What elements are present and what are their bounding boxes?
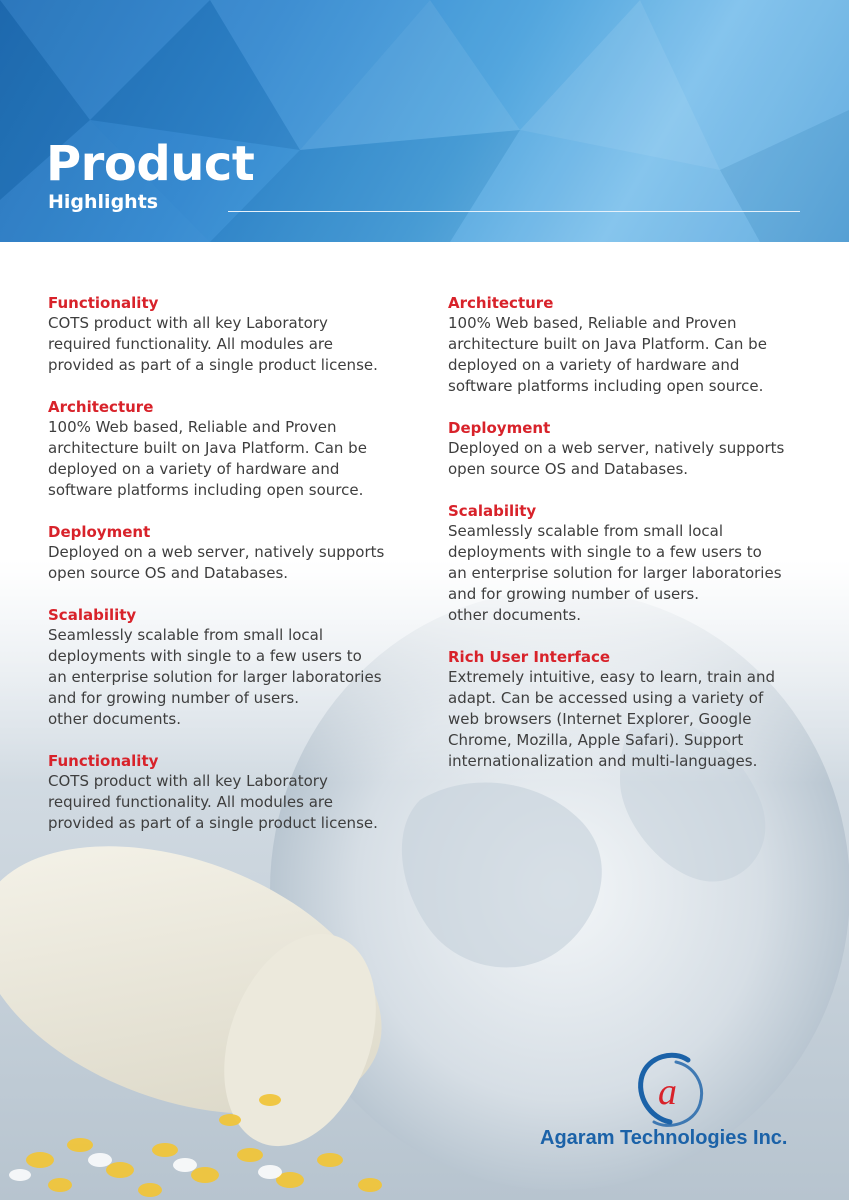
section-heading: Functionality bbox=[48, 752, 159, 770]
section-body: 100% Web based, Reliable and Proven architecture built on Java Platform. Can be deployed on a variety of hardware and software platforms including open source. bbox=[448, 314, 767, 395]
section-heading: Scalability bbox=[48, 606, 137, 624]
left-column bbox=[48, 293, 428, 855]
right-column bbox=[448, 293, 828, 793]
section-body: Extremely intuitive, easy to learn, train and adapt. Can be accessed using a variety of web browsers (Internet Explorer, Google Chrome, Mozilla, Apple Safari). Support internationalization and multi-languages. bbox=[448, 668, 776, 770]
section-scalability bbox=[448, 501, 828, 626]
section-scalability bbox=[48, 605, 428, 730]
section-rich-user-interface bbox=[448, 647, 828, 772]
section-body: Deployed on a web server, natively supports open source OS and Databases. bbox=[448, 439, 785, 478]
header-banner bbox=[0, 0, 849, 242]
section-body: Seamlessly scalable from small local deployments with single to a few users to an enterprise solution for larger laboratories and for growing number of users. other documents. bbox=[48, 626, 382, 728]
section-body: Seamlessly scalable from small local deployments with single to a few users to an enterprise solution for larger laboratories and for growing number of users. other documents. bbox=[448, 522, 782, 624]
logo-mark-icon bbox=[636, 1052, 706, 1130]
section-heading: Deployment bbox=[448, 419, 551, 437]
section-deployment bbox=[48, 522, 428, 584]
section-heading: Architecture bbox=[48, 398, 154, 416]
section-body: COTS product with all key Laboratory required functionality. All modules are provided as part of a single product license. bbox=[48, 772, 378, 832]
section-deployment bbox=[448, 418, 828, 480]
section-body: 100% Web based, Reliable and Proven architecture built on Java Platform. Can be deployed on a variety of hardware and software platforms including open source. bbox=[48, 418, 367, 499]
section-body: COTS product with all key Laboratory required functionality. All modules are provided as part of a single product license. bbox=[48, 314, 378, 374]
section-heading: Scalability bbox=[448, 502, 537, 520]
company-name: Agaram Technologies Inc. bbox=[540, 1127, 788, 1149]
section-heading: Architecture bbox=[448, 294, 554, 312]
section-heading: Functionality bbox=[48, 294, 159, 312]
section-functionality bbox=[48, 293, 428, 376]
company-logo bbox=[540, 1052, 810, 1162]
section-heading: Deployment bbox=[48, 523, 151, 541]
section-architecture bbox=[448, 293, 828, 397]
section-architecture bbox=[48, 397, 428, 501]
section-functionality-repeat bbox=[48, 751, 428, 834]
logo-mark-letter: a bbox=[658, 1071, 677, 1113]
page-subtitle: Highlights bbox=[48, 191, 159, 213]
title-divider bbox=[228, 211, 800, 212]
section-body: Deployed on a web server, natively supports open source OS and Databases. bbox=[48, 543, 385, 582]
section-heading: Rich User Interface bbox=[448, 648, 611, 666]
page-title: Product bbox=[46, 136, 255, 192]
